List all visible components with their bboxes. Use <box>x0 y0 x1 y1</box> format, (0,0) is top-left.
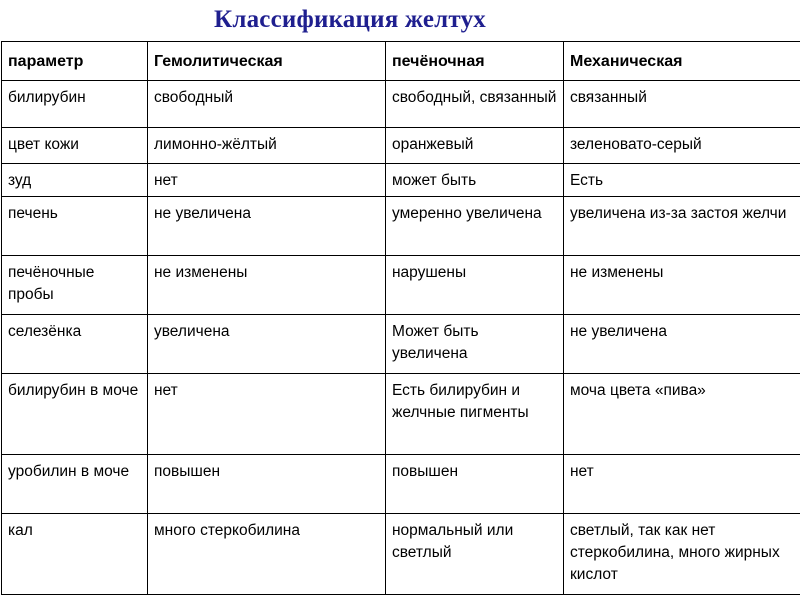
header-mechanical: Механическая <box>564 42 800 81</box>
table-row <box>2 455 800 514</box>
cell-hemolytic: не изменены <box>148 256 386 315</box>
header-parameter: параметр <box>2 42 148 81</box>
cell-parameter: билирубин в моче <box>2 374 148 455</box>
table-row <box>2 164 800 197</box>
cell-parameter: билирубин <box>2 81 148 128</box>
cell-mechanical: не изменены <box>564 256 800 315</box>
cell-hemolytic: много стеркобилина <box>148 514 386 595</box>
cell-hepatic: Может быть увеличена <box>386 315 564 374</box>
cell-mechanical: зеленовато-серый <box>564 128 800 164</box>
cell-hepatic: может быть <box>386 164 564 197</box>
table-row <box>2 514 800 595</box>
table-row <box>2 128 800 164</box>
table-header-row <box>2 42 800 81</box>
cell-hemolytic: свободный <box>148 81 386 128</box>
cell-hemolytic: лимонно-жёлтый <box>148 128 386 164</box>
page-title: Классификация желтух <box>214 6 486 33</box>
table-row <box>2 374 800 455</box>
cell-hepatic: нормальный или светлый <box>386 514 564 595</box>
cell-hepatic: свободный, связанный <box>386 81 564 128</box>
cell-mechanical: моча цвета «пива» <box>564 374 800 455</box>
cell-hemolytic: нет <box>148 164 386 197</box>
header-hepatic: печёночная <box>386 42 564 81</box>
cell-parameter: цвет кожи <box>2 128 148 164</box>
jaundice-classification-table <box>1 41 800 595</box>
table-row <box>2 81 800 128</box>
table-row <box>2 197 800 256</box>
cell-mechanical: связанный <box>564 81 800 128</box>
cell-hemolytic: повышен <box>148 455 386 514</box>
cell-hepatic: умеренно увеличена <box>386 197 564 256</box>
cell-hepatic: нарушены <box>386 256 564 315</box>
cell-parameter: кал <box>2 514 148 595</box>
cell-mechanical: Есть <box>564 164 800 197</box>
table-row <box>2 256 800 315</box>
cell-hemolytic: увеличена <box>148 315 386 374</box>
header-hemolytic: Гемолитическая <box>148 42 386 81</box>
cell-mechanical: увеличена из-за застоя желчи <box>564 197 800 256</box>
cell-mechanical: нет <box>564 455 800 514</box>
cell-hepatic: повышен <box>386 455 564 514</box>
cell-parameter: уробилин в моче <box>2 455 148 514</box>
cell-parameter: печёночные пробы <box>2 256 148 315</box>
cell-hepatic: оранжевый <box>386 128 564 164</box>
table-row <box>2 315 800 374</box>
cell-hemolytic: не увеличена <box>148 197 386 256</box>
cell-hemolytic: нет <box>148 374 386 455</box>
cell-parameter: селезёнка <box>2 315 148 374</box>
cell-mechanical: светлый, так как нет стеркобилина, много жирных кислот <box>564 514 800 595</box>
cell-mechanical: не увеличена <box>564 315 800 374</box>
cell-parameter: печень <box>2 197 148 256</box>
cell-parameter: зуд <box>2 164 148 197</box>
cell-hepatic: Есть билирубин и желчные пигменты <box>386 374 564 455</box>
